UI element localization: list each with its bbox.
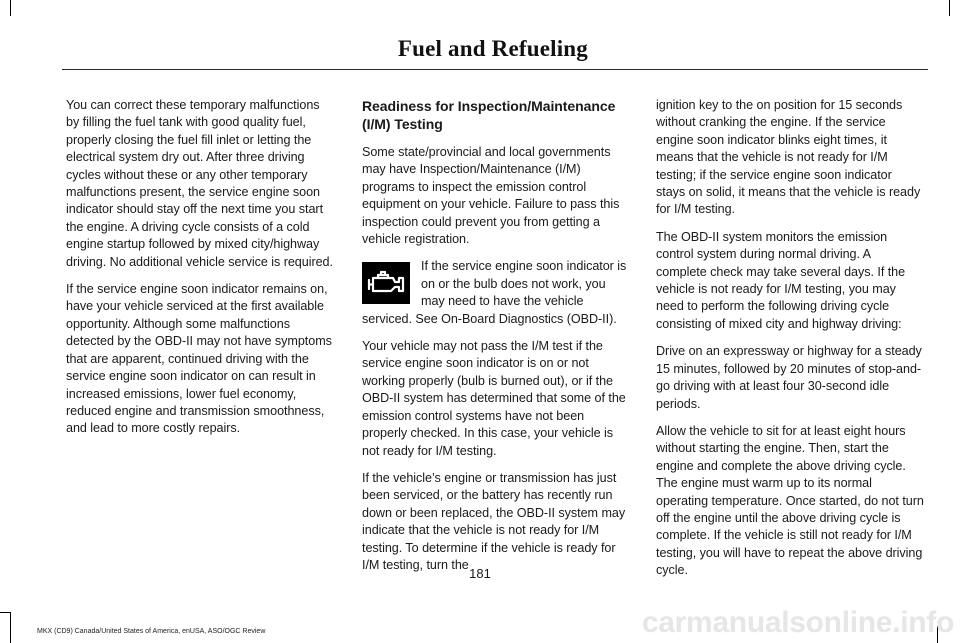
column-2 [362, 97, 630, 584]
page-number: 181 [469, 566, 491, 581]
paragraph: Your vehicle may not pass the I/M test if the service engine soon indicator is on or not working properly (bulb is burned out), or if the OBD-II system has determined that some of the emission control systems have not been properly checked. In this case, your vehicle is not ready for I/M testing. [362, 339, 626, 458]
indicator-note [362, 258, 630, 338]
crop-mark-top-right [949, 0, 950, 16]
paragraph: The OBD-II system monitors the emission control system during normal driving. A complete check may take several days. If the vehicle is not ready for I/M testing, you may need to perform the following driving cycle consisting of mixed city and highway driving: [656, 229, 906, 331]
paragraph: Allow the vehicle to sit for at least eight hours without starting the engine. Then, start the engine and complete the above driving cycle. The engine must warm up to its normal operating temperature. Once started, do not turn off the engine until the above driving cycle is complete. If the vehicle is still not ready for I/M testing, you will have to repeat the above driving cycle. [656, 423, 924, 578]
paragraph: ignition key to the on position for 15 seconds without cranking the engine. If the service engine soon indicator blinks eight times, it means that the vehicle is not ready for I/M testing; if the service engine soon indicator stays on solid, it means that the vehicle is ready for I/M testing. [656, 98, 921, 217]
column-3 [656, 97, 924, 590]
paragraph: You can correct these temporary malfunctions by filling the fuel tank with good quality fuel, properly closing the fuel fill inlet or letting the electrical system dry out. After three driving cycles without these or any other temporary malfunctions present, the service engine soon indicator should stay off the next time you start the engine. A driving cycle consists of a cold engine startup followed by mixed city/highway driving. No additional vehicle service is required. [66, 98, 333, 269]
crop-mark-bottom-left [10, 612, 11, 643]
crop-mark-top-left [10, 0, 11, 16]
paragraph: If the vehicle’s engine or transmission has just been serviced, or the battery has recently run down or been replaced, the OBD-II system may indicate that the vehicle is not ready for I/M testing. To determine if the vehicle is ready for I/M testing, turn the [362, 470, 626, 572]
paragraph: If the service engine soon indicator is on or the bulb does not work, you may need to have the vehicle serviced. See On-Board Diagnostics (OBD-II). [362, 259, 627, 326]
engine-icon [362, 262, 410, 304]
column-1 [66, 97, 334, 448]
paragraph: If the service engine soon indicator remains on, have your vehicle serviced at the first available opportunity. Although some malfunctions detected by the OBD-II may not have symptoms that are apparent, continued driving with the service engine soon indicator on can result in increased emissions, lower fuel economy, reduced engine and transmission smoothness, and lead to more costly repairs. [66, 282, 332, 436]
section-heading: Readiness for Inspection/Maintenance (I/M) Testing [362, 98, 616, 132]
document-info: MKX (CD9) Canada/United States of America, enUSA, ASO/OGC Review [37, 628, 266, 635]
page-title: Fuel and Refueling [397, 36, 588, 61]
crop-mark-bottom-left-h [0, 612, 11, 613]
paragraph: Some state/provincial and local governments may have Inspection/Maintenance (I/M) programs to inspect the emission control equipment on your vehicle. Failure to pass this inspection could prevent you from getting a vehicle registration. [362, 145, 620, 247]
paragraph: Drive on an expressway or highway for a steady 15 minutes, followed by 20 minutes of stop-and-go driving with at least four 30-second idle periods. [656, 344, 922, 411]
watermark: carmanualsonline.info [641, 606, 954, 639]
header-divider [62, 69, 928, 70]
